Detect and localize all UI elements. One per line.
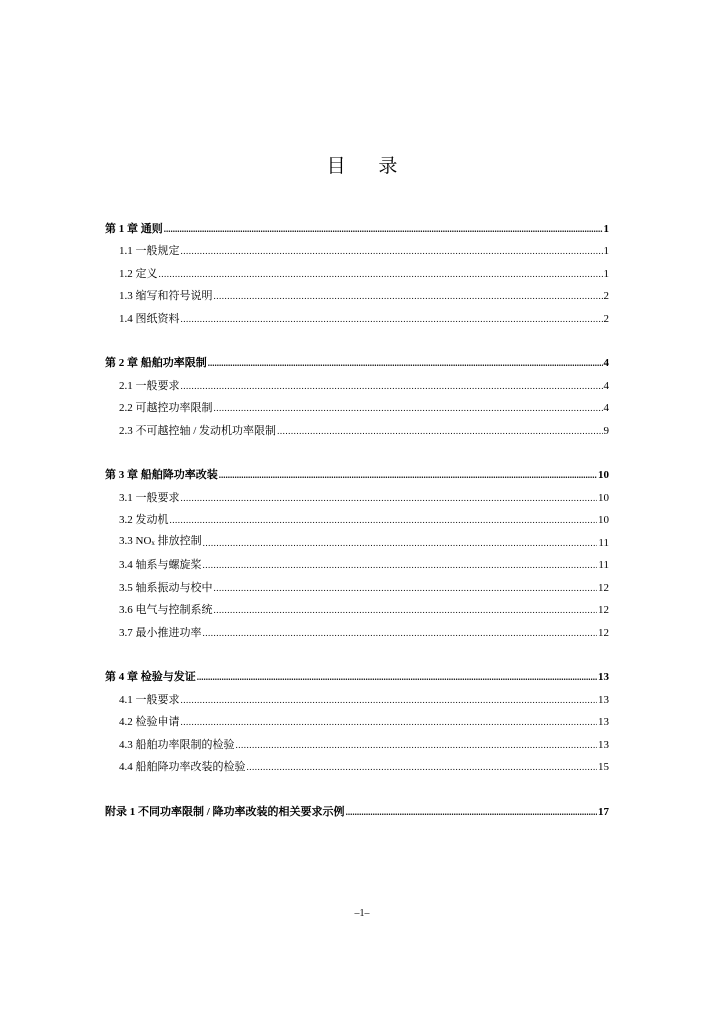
toc-entry-label: 1.3 缩写和符号说明 — [119, 290, 213, 302]
toc-entry-label: 1.1 一般规定 — [119, 245, 180, 257]
dot-leader — [197, 670, 597, 684]
dot-leader — [219, 468, 597, 482]
toc-entry-1-4[interactable] — [105, 303, 609, 326]
dot-leader — [203, 626, 598, 640]
subscript-x: x — [151, 538, 155, 547]
dot-leader — [214, 401, 603, 415]
dot-leader — [247, 760, 598, 774]
toc-entry-4-4[interactable] — [105, 752, 609, 775]
toc-entry-label: 附录 1 不同功率限制 / 降功率改装的相关要求示例 — [105, 805, 345, 818]
dot-leader — [203, 536, 598, 550]
toc-entry-label: 4.1 一般要求 — [119, 693, 180, 706]
toc-entry-page: 13 — [598, 716, 609, 728]
toc-entry-label: 3.2 发动机 — [119, 514, 169, 526]
toc-entry-page: 13 — [598, 671, 609, 683]
dot-leader — [208, 356, 603, 370]
toc-entry-page: 1 — [603, 222, 609, 235]
dot-leader — [159, 267, 603, 281]
toc-entry-1-1[interactable] — [105, 236, 609, 259]
dot-leader — [181, 715, 598, 729]
toc-entry-label: 第 4 章 检验与发证 — [105, 671, 196, 683]
toc-entry-label: 4.2 检验申请 — [119, 716, 180, 728]
toc-chapter-4 — [105, 662, 609, 775]
page-number: –1– — [354, 908, 370, 919]
dot-leader — [214, 289, 603, 303]
toc-entry-label: 3.7 最小推进功率 — [119, 626, 202, 639]
toc-entry-page: 13 — [598, 738, 609, 751]
toc-entry-3-6[interactable] — [105, 595, 609, 618]
toc-entry-page: 2 — [603, 312, 609, 325]
toc-entry-label: 3.1 一般要求 — [119, 491, 180, 504]
page-title: 目 录 — [326, 156, 412, 177]
toc-entry-page: 12 — [598, 626, 609, 639]
toc-entry-page: 15 — [598, 761, 609, 773]
toc-entry-4-2[interactable] — [105, 707, 609, 730]
toc-entry-page: 4 — [603, 357, 609, 369]
toc-entry-page: 1 — [603, 267, 609, 280]
dot-leader — [170, 513, 598, 527]
toc-entry-label: 1.4 图纸资料 — [119, 312, 180, 325]
toc-chapter-3 — [105, 460, 609, 640]
toc-entry-3-2[interactable] — [105, 505, 609, 528]
dot-leader — [214, 603, 598, 617]
toc-entry-label: 1.2 定义 — [119, 267, 158, 280]
table-of-contents — [105, 213, 609, 841]
dot-leader — [236, 738, 598, 752]
toc-entry-3-3[interactable] — [105, 527, 609, 550]
toc-entry-page: 12 — [598, 581, 609, 594]
toc-entry-page: 11 — [598, 536, 609, 549]
toc-entry-chapter-4[interactable] — [105, 662, 609, 685]
toc-entry-page: 17 — [598, 805, 609, 818]
toc-entry-page: 10 — [598, 491, 609, 504]
toc-entry-label: 第 3 章 船舶降功率改装 — [105, 469, 218, 481]
toc-entry-page: 10 — [598, 469, 609, 481]
toc-entry-page: 11 — [598, 559, 609, 571]
toc-entry-appendix-1[interactable] — [105, 796, 609, 819]
toc-entry-3-1[interactable] — [105, 482, 609, 505]
toc-chapter-1 — [105, 213, 609, 326]
toc-entry-2-1[interactable] — [105, 370, 609, 393]
toc-entry-page: 10 — [598, 514, 609, 526]
toc-entry-label: 第 2 章 船舶功率限制 — [105, 357, 207, 369]
toc-entry-page: 4 — [603, 379, 609, 392]
toc-entry-page: 1 — [603, 245, 609, 257]
toc-entry-page: 9 — [603, 424, 609, 437]
toc-entry-label: 3.6 电气与控制系统 — [119, 604, 213, 616]
dot-leader — [181, 491, 598, 505]
toc-entry-1-2[interactable] — [105, 258, 609, 281]
toc-entry-4-3[interactable] — [105, 729, 609, 752]
toc-entry-chapter-1[interactable] — [105, 213, 609, 236]
toc-entry-label — [119, 534, 202, 550]
toc-entry-3-7[interactable] — [105, 617, 609, 640]
toc-entry-label: 4.3 船舶功率限制的检验 — [119, 738, 235, 751]
toc-entry-page: 12 — [598, 604, 609, 616]
toc-entry-chapter-3[interactable] — [105, 460, 609, 483]
toc-entry-2-3[interactable] — [105, 415, 609, 438]
dot-leader — [164, 222, 603, 236]
toc-entry-label: 3.4 轴系与螺旋桨 — [119, 559, 202, 571]
toc-entry-label: 2.1 一般要求 — [119, 379, 180, 392]
toc-entry-label-prefix: 3.3 NO — [119, 534, 152, 547]
dot-leader — [181, 693, 598, 707]
dot-leader — [181, 244, 603, 258]
toc-chapter-2 — [105, 348, 609, 438]
dot-leader — [181, 312, 603, 326]
toc-entry-chapter-2[interactable] — [105, 348, 609, 371]
toc-entry-page: 4 — [603, 402, 609, 414]
dot-leader — [203, 558, 598, 572]
toc-entry-3-4[interactable] — [105, 550, 609, 573]
toc-entry-page: 2 — [603, 290, 609, 302]
dot-leader — [346, 805, 597, 819]
toc-entry-4-1[interactable] — [105, 684, 609, 707]
toc-entry-1-3[interactable] — [105, 281, 609, 304]
toc-entry-label: 2.2 可越控功率限制 — [119, 402, 213, 414]
toc-appendix — [105, 796, 609, 819]
toc-entry-label: 3.5 轴系振动与校中 — [119, 581, 213, 594]
toc-entry-label: 2.3 不可越控轴 / 发动机功率限制 — [119, 424, 277, 437]
dot-leader — [214, 581, 598, 595]
dot-leader — [181, 379, 603, 393]
toc-entry-label-suffix: 排放控制 — [154, 534, 202, 547]
toc-entry-2-2[interactable] — [105, 393, 609, 416]
toc-entry-3-5[interactable] — [105, 572, 609, 595]
dot-leader — [277, 424, 602, 438]
toc-entry-label: 第 1 章 通则 — [105, 222, 163, 235]
toc-entry-label: 4.4 船舶降功率改装的检验 — [119, 761, 246, 773]
toc-entry-page: 13 — [598, 693, 609, 706]
